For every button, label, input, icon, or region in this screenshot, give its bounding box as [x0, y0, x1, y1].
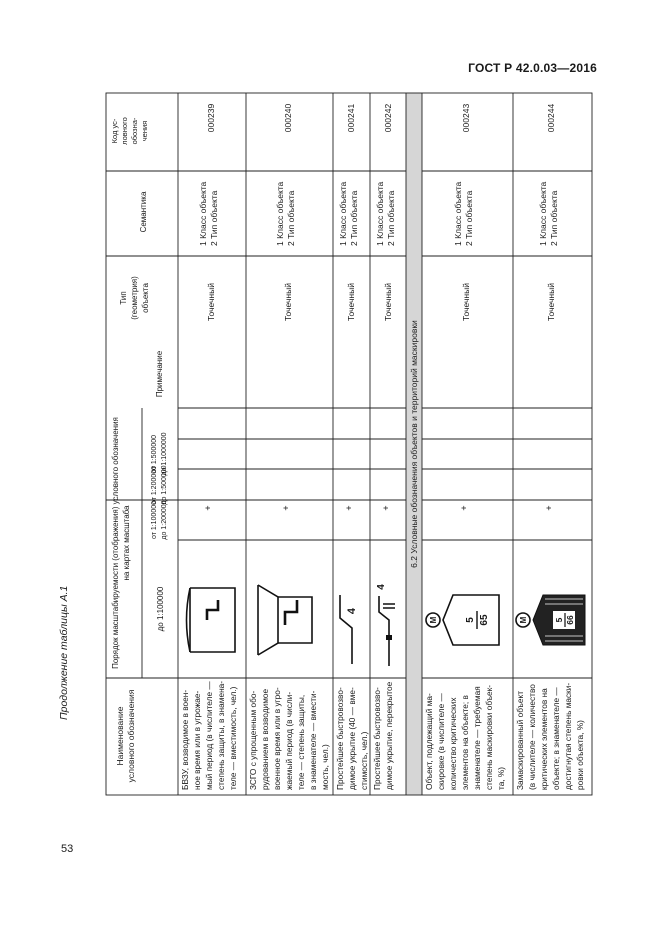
svg-text:рудованием в возводимое: рудованием в возводимое: [260, 688, 270, 790]
svg-text:Точечный: Точечный: [546, 283, 556, 321]
standard-code: ГОСТ Р 42.0.03—2016: [468, 61, 597, 75]
row5-type: [461, 283, 471, 321]
svg-text:6.2 Условные обозначения объек: 6.2 Условные обозначения объектов и территорий маскировки: [409, 320, 419, 568]
svg-text:обозна-: обозна-: [130, 117, 139, 145]
svg-text:теле — вместимость, чел.): теле — вместимость, чел.): [228, 686, 238, 790]
svg-text:+: +: [544, 505, 554, 511]
svg-text:+: +: [281, 505, 291, 511]
svg-text:объекте; в знаменателе —: объекте; в знаменателе —: [551, 687, 561, 790]
svg-text:стимость, чел.): стимость, чел.): [359, 731, 369, 790]
header-scale-3: [151, 432, 168, 475]
svg-text:чения: чения: [140, 120, 149, 142]
svg-text:объекта: объекта: [141, 283, 150, 313]
svg-text:М: М: [519, 616, 528, 624]
header-code: [110, 117, 149, 145]
svg-text:Точечный: Точечный: [206, 283, 216, 321]
svg-text:1 Класс объекта: 1 Класс объекта: [198, 181, 208, 246]
page-number: 53: [61, 843, 74, 855]
row5-scale-mark: [459, 505, 469, 510]
svg-text:БВЗУ, возводимое в воен-: БВЗУ, возводимое в воен-: [180, 689, 190, 790]
svg-text:степень маскировки объек-: степень маскировки объек-: [484, 684, 494, 790]
row4-code: [383, 104, 393, 133]
svg-text:5: 5: [554, 617, 564, 623]
svg-text:до 1:200000: до 1:200000: [161, 500, 168, 540]
svg-text:Простейшее быстровозво-: Простейшее быстровозво-: [372, 687, 382, 790]
header-scale-main: [156, 586, 165, 631]
row3-symbol: [340, 595, 358, 664]
svg-text:000239: 000239: [206, 103, 216, 133]
svg-text:000241: 000241: [346, 103, 356, 133]
svg-text:димое укрытие (40 — вме-: димое укрытие (40 — вме-: [347, 687, 357, 790]
svg-text:4: 4: [346, 607, 358, 615]
svg-text:4: 4: [376, 584, 387, 590]
svg-text:+: +: [381, 505, 391, 511]
header-scale-1: [151, 500, 168, 539]
row2-type: [283, 283, 293, 321]
row1-code: [206, 104, 216, 133]
svg-text:димое укрытие, перекрытое: димое укрытие, перекрытое: [384, 681, 394, 790]
row2-name: [248, 687, 330, 790]
row2-scale-mark: [281, 505, 291, 510]
svg-text:2 Тип объекта: 2 Тип объекта: [386, 190, 396, 246]
table-caption: Продолжение таблицы А.1: [58, 585, 70, 720]
svg-text:ловного: ловного: [120, 117, 129, 145]
svg-text:Точечный: Точечный: [346, 283, 356, 321]
section-title: [409, 320, 419, 568]
svg-text:+: +: [344, 505, 354, 511]
svg-text:Семантика: Семантика: [139, 191, 148, 233]
svg-text:ЗСГО с упрощенным обо-: ЗСГО с упрощенным обо-: [248, 690, 258, 790]
row5-symbol: [426, 595, 499, 645]
svg-text:в знаменателе — вмести-: в знаменателе — вмести-: [308, 690, 318, 790]
row4-semantics: [375, 181, 396, 246]
svg-text:Порядок масштабируемости (отоб: Порядок масштабируемости (отображения) условного обозначения: [111, 417, 120, 669]
row6-semantics: [538, 181, 559, 246]
svg-text:2 Тип объекта: 2 Тип объекта: [349, 190, 359, 246]
row1-semantics: [198, 181, 219, 246]
row6-type: [546, 283, 556, 321]
svg-text:Наименование: Наименование: [115, 706, 125, 766]
svg-text:от 1:100000: от 1:100000: [151, 500, 158, 540]
svg-text:до 1:1000000: до 1:1000000: [161, 432, 168, 476]
svg-text:Точечный: Точечный: [383, 283, 393, 321]
row3-type: [346, 283, 356, 321]
row3-scale-mark: [344, 505, 354, 510]
svg-text:1 Класс объекта: 1 Класс объекта: [538, 181, 548, 246]
svg-text:000244: 000244: [546, 103, 556, 133]
svg-text:2 Тип объекта: 2 Тип объекта: [209, 190, 219, 246]
row1-symbol: [187, 588, 236, 652]
header-note: [155, 350, 164, 397]
svg-text:1 Класс объекта: 1 Класс объекта: [453, 181, 463, 246]
svg-text:+: +: [459, 505, 469, 511]
row2-symbol: [258, 585, 312, 655]
svg-text:жаемый период (в числи-: жаемый период (в числи-: [284, 691, 294, 790]
svg-text:2 Тип объекта: 2 Тип объекта: [286, 190, 296, 246]
svg-text:от 1:200000: от 1:200000: [151, 465, 158, 505]
svg-text:Код ус-: Код ус-: [110, 118, 119, 144]
svg-text:та, %): та, %): [496, 766, 506, 790]
svg-text:1 Класс объекта: 1 Класс объекта: [275, 181, 285, 246]
header-semantics: [139, 191, 148, 232]
svg-text:2 Тип объекта: 2 Тип объекта: [549, 190, 559, 246]
row1-type: [206, 283, 216, 321]
svg-text:критических элементов на: критических элементов на: [539, 688, 549, 790]
svg-text:000242: 000242: [383, 103, 393, 133]
svg-text:Тип: Тип: [119, 291, 128, 305]
row5-code: [461, 104, 471, 133]
svg-text:Простейшее быстровозво-: Простейшее быстровозво-: [335, 687, 345, 790]
svg-text:мый период (в числителе —: мый период (в числителе —: [204, 681, 214, 790]
svg-text:мость, чел.): мость, чел.): [320, 744, 330, 790]
svg-text:Замаскированный объект: Замаскированный объект: [515, 691, 525, 790]
svg-text:достигнутая степень маски-: достигнутая степень маски-: [563, 682, 573, 790]
svg-text:М: М: [429, 616, 438, 624]
svg-text:элементов на объекте; в: элементов на объекте; в: [460, 695, 470, 790]
svg-text:2 Тип объекта: 2 Тип объекта: [464, 190, 474, 246]
row3-name: [335, 687, 369, 790]
svg-text:5: 5: [465, 617, 476, 623]
svg-text:Объект, подлежащий ма-: Объект, подлежащий ма-: [424, 693, 434, 790]
svg-text:ровки объекта, %): ровки объекта, %): [575, 720, 585, 790]
svg-text:Точечный: Точечный: [283, 283, 293, 321]
row3-semantics: [338, 181, 359, 246]
svg-text:Примечание: Примечание: [155, 350, 164, 398]
row2-code: [283, 104, 293, 133]
row5-name: [424, 685, 506, 790]
svg-text:000240: 000240: [283, 103, 293, 133]
row4-symbol: [376, 584, 395, 666]
svg-text:знаменателе — требуемая: знаменателе — требуемая: [472, 686, 482, 790]
svg-text:(в числителе — количество: (в числителе — количество: [527, 684, 537, 790]
svg-text:до 1:500000: до 1:500000: [161, 465, 168, 505]
row4-scale-mark: [381, 505, 391, 510]
svg-text:65: 65: [479, 614, 490, 626]
row4-name: [372, 681, 394, 790]
svg-text:1 Класс объекта: 1 Класс объекта: [375, 181, 385, 246]
svg-text:66: 66: [565, 615, 575, 625]
svg-text:000243: 000243: [461, 103, 471, 133]
header-order-group: [111, 417, 131, 669]
row1-scale-mark: [203, 505, 213, 510]
header-type: [119, 276, 150, 320]
row4-type: [383, 283, 393, 321]
row6-scale-mark: [544, 505, 554, 510]
svg-text:1 Класс объекта: 1 Класс объекта: [338, 181, 348, 246]
row6-symbol: [516, 595, 585, 645]
row3-code: [346, 104, 356, 133]
svg-text:на картах масштаба: на картах масштаба: [122, 505, 131, 581]
svg-text:степень защиты, в знамена-: степень защиты, в знамена-: [216, 680, 226, 790]
svg-text:от 1:500000: от 1:500000: [151, 434, 158, 474]
header-name: [115, 689, 136, 782]
row1-name: [180, 681, 238, 790]
svg-text:количество критических: количество критических: [448, 697, 458, 790]
svg-text:условного обозначения: условного обозначения: [126, 689, 136, 783]
row6-code: [546, 104, 556, 133]
svg-text:до 1:100000: до 1:100000: [156, 586, 165, 632]
svg-text:(геометрия): (геометрия): [130, 276, 139, 320]
svg-text:ное время или в угрожае-: ное время или в угрожае-: [192, 690, 202, 790]
row5-semantics: [453, 181, 474, 246]
row6-name: [515, 683, 585, 790]
svg-text:теле — степень защиты,: теле — степень защиты,: [296, 694, 306, 790]
svg-text:скировке (в числителе —: скировке (в числителе —: [436, 693, 446, 790]
svg-text:Точечный: Точечный: [461, 283, 471, 321]
svg-text:военное время или в угро-: военное время или в угро-: [272, 687, 282, 790]
row2-semantics: [275, 181, 296, 246]
svg-text:+: +: [203, 505, 213, 511]
